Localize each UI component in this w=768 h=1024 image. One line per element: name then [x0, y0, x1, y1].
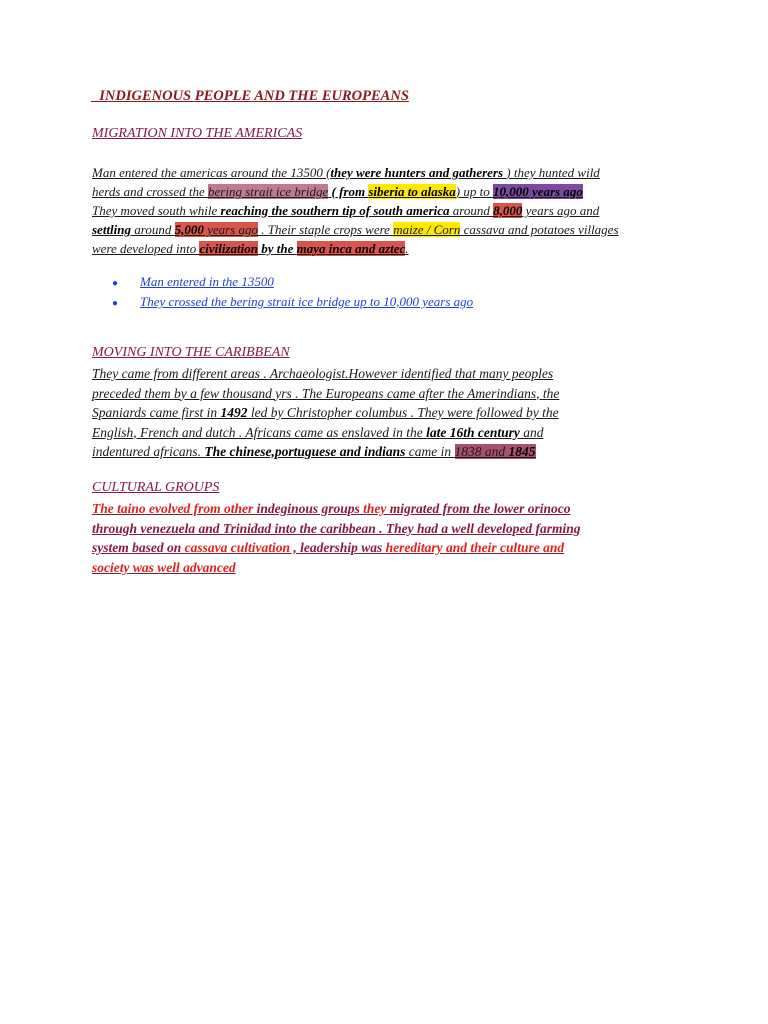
text-run: years ago and — [522, 203, 600, 218]
bold-text: they were hunters and gatherers — [330, 165, 507, 180]
highlighted-text: and — [481, 444, 509, 459]
highlighted-text: years ago — [203, 222, 259, 237]
list-item — [112, 292, 473, 312]
bold-text: The chinese,portuguese and indians — [204, 444, 406, 459]
migration-line — [92, 239, 682, 258]
red-text: hereditary and their culture and — [385, 540, 565, 555]
cultural-line — [92, 519, 682, 539]
caribbean-line — [92, 442, 682, 462]
text-run: . Their staple crops were — [258, 222, 394, 237]
bullet-icon: ● — [112, 278, 119, 289]
highlighted-text: 10,000 years ago — [492, 184, 583, 199]
text-run: around — [449, 203, 494, 218]
highlighted-text: 1845 — [508, 444, 536, 459]
bold-text: ( from — [328, 184, 369, 199]
red-text: society was well advanced — [92, 559, 236, 575]
migration-heading: MIGRATION INTO THE AMERICAS — [92, 126, 303, 141]
bullet-text: Man entered in the 13500 — [140, 274, 274, 289]
bullet-text: They crossed the bering strait ice bridge up to 10,000 years ago — [140, 294, 474, 309]
text-run: system based on — [92, 540, 185, 555]
caribbean-line: preceded them by a few thousand yrs . The Europeans came after the Amerindians, the — [92, 385, 560, 401]
highlighted-text: 5,000 — [174, 222, 204, 237]
text-run: indentured africans. — [92, 444, 205, 459]
red-text: The taino evolved from other — [92, 501, 257, 516]
migration-line — [92, 182, 682, 201]
highlighted-text: siberia to alaska — [368, 184, 456, 199]
red-text: they — [359, 501, 390, 516]
bold-text: 1492 — [220, 405, 248, 420]
cultural-line — [92, 499, 682, 519]
text-run: . — [405, 241, 409, 256]
cultural-heading: CULTURAL GROUPS — [92, 480, 220, 495]
migration-line — [92, 220, 682, 239]
bold-text: reaching the southern tip of south america — [220, 203, 450, 218]
text-run: indeginous groups — [256, 501, 360, 516]
text-run: Man entered the americas around the 13500 ( — [92, 165, 331, 180]
text-run: were developed into — [92, 241, 200, 256]
caribbean-paragraph — [92, 364, 682, 462]
text-run: Spaniards came first in — [92, 405, 221, 420]
migration-line — [92, 163, 682, 182]
highlighted-text: 1838 — [454, 444, 482, 459]
migration-paragraph — [92, 163, 682, 258]
highlighted-text: maize / Corn — [393, 222, 461, 237]
bold-text: by the — [257, 241, 297, 256]
caribbean-line — [92, 423, 682, 443]
caribbean-line — [92, 403, 682, 423]
text-run: ) they hunted wild — [506, 165, 600, 180]
text-run: ) up to — [455, 184, 493, 199]
bold-text: late 16th century — [426, 424, 520, 440]
bullet-list — [112, 272, 473, 312]
migration-line — [92, 201, 682, 220]
text-run: through venezuela and Trinidad into the caribbean — [92, 520, 376, 536]
highlighted-text: bering strait ice bridge — [208, 184, 329, 199]
bold-text: settling — [92, 222, 132, 237]
text-run: herds and crossed the — [92, 184, 209, 199]
cultural-line — [92, 558, 682, 578]
caribbean-line: They came from different areas . Archaeologist.However identified that many peoples — [92, 366, 554, 381]
red-text: cassava cultivation — [184, 540, 290, 555]
document-title: _INDIGENOUS PEOPLE AND THE EUROPEANS — [92, 88, 409, 104]
highlighted-text: 8,000 — [493, 203, 523, 218]
text-run: came in — [405, 444, 455, 459]
highlighted-text: civilization — [199, 241, 258, 256]
text-run: English, French and dutch . Africans came as enslaved in the — [92, 424, 427, 440]
text-run: They moved south while — [92, 203, 221, 218]
text-run: , leadership was — [290, 540, 386, 555]
text-run: cassava and potatoes villages — [460, 222, 619, 237]
highlighted-text: maya inca and aztec — [296, 241, 406, 256]
caribbean-heading: MOVING INTO THE CARIBBEAN — [92, 345, 290, 360]
bullet-icon: ● — [112, 298, 119, 309]
text-run: migrated from the lower orinoco — [389, 501, 571, 516]
text-run: led by Christopher columbus . They were followed by the — [247, 405, 559, 420]
cultural-paragraph — [92, 499, 682, 577]
cultural-line — [92, 538, 682, 558]
text-run: . They had a well developed farming — [375, 520, 581, 536]
text-run: and — [519, 424, 544, 440]
list-item — [112, 272, 473, 292]
text-run: around — [131, 222, 175, 237]
